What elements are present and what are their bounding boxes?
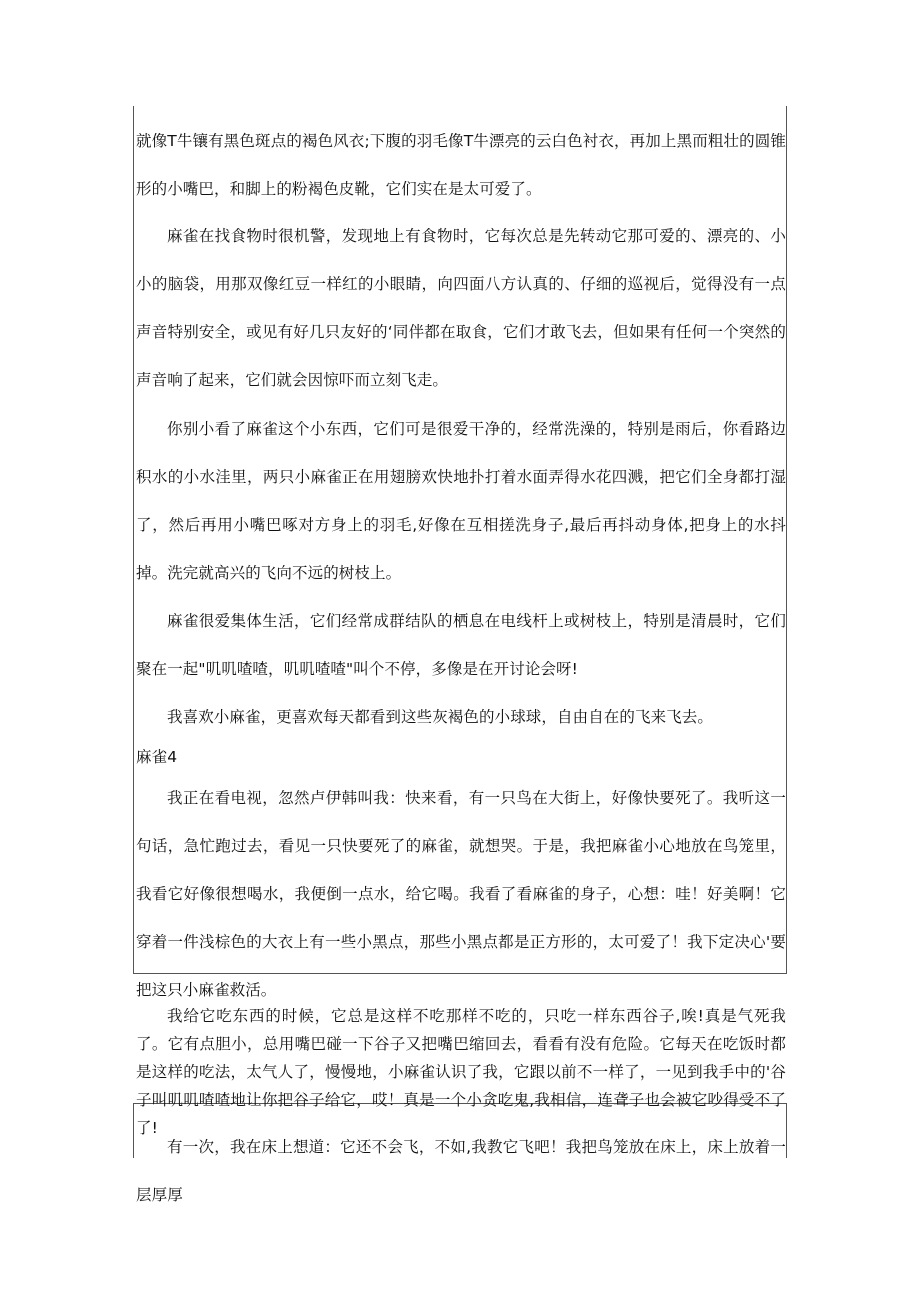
- paragraph-vigilance: 麻雀在找食物时很机警，发现地上有食物时，它每次总是先转动它那可爱的、漂亮的、小小的脑袋，用那双像红豆一样红的小眼睛，向四面八方认真的、仔细的巡视后，觉得没有一点声音特别安全，或见有好几只友好的‘同伴都在取食，它们才敢飞去，但如果有任何一个突然的声音响了起来，它们就会因惊吓而立刻飞走。: [136, 227, 786, 389]
- paragraph-rescue: 我正在看电视，忽然卢伊韩叫我：快来看，有一只鸟在大街上，好像快要死了。我听这一句话，急忙跑过去，看见一只快要死了的麻雀，就想哭。于是，我把麻雀小心地放在鸟笼里，我看它好像很想喝水，我便倒一点水，给它喝。我看了看麻雀的身子，心想：哇！好美啊！它穿着一件浅棕色的大衣上有一些小黑点，那些小黑点都是正方形的，太可爱了！我下定决心'要把这只小麻雀救活。: [136, 789, 786, 999]
- paragraph-appearance: 就像T牛镶有黑色斑点的褐色风衣;下腹的羽毛像T牛漂亮的云白色衬衣，再加上黑而粗壮的圆锥形的小嘴巴，和脚上的粉褐色皮靴，它们实在是太可爱了。: [136, 132, 786, 198]
- section-heading: 麻雀4: [136, 748, 178, 766]
- paragraph-bathing: 你别小看了麻雀这个小东西，它们可是很爱干净的，经常洗澡的，特别是雨后，你看路边积水的小水洼里，两只小麻雀正在用翅膀欢快地扑打着水面弄得水花四溅，把它们全身都打湿了，然后再用小嘴巴啄对方身上的羽毛,好像在互相搓洗身子,最后再抖动身体,把身上的水抖掉。洗完就高兴的飞向不远的树枝上。: [136, 420, 786, 582]
- paragraph-teach-fly: 有一次，我在床上想道：它还不会飞，不如,我教它飞吧！我把鸟笼放在床上，床上放着一层厚厚: [136, 1138, 786, 1204]
- paragraph-feeding: 我给它吃东西的时候，它总是这样不吃那样不吃的，只吃一样东西谷子,唉!真是气死我了。它有点胆小，总用嘴巴碰一下谷子又把嘴巴缩回去，看看有没有危险。它每天在吃饭时都是这样的吃法，太气人了，慢慢地，小麻雀认识了我，它跟以前不一样了，一见到我手中的'谷子叫叽叽喳喳地让你把谷子给它，哎！真是一个小贪吃鬼,我相信，连聋子也会被它吵得受不了了!: [136, 1007, 786, 1137]
- paragraph-like: 我喜欢小麻雀，更喜欢每天都看到这些灰褐色的小球球，自由自在的飞来飞去。: [167, 708, 714, 726]
- paragraph-group-life: 麻雀很爱集体生活，它们经常成群结队的栖息在电线杆上或树枝上，特别是清晨时，它们聚在一起"叽叽喳喳，叽叽喳喳"叫个不停，多像是在开讨论会呀!: [136, 612, 786, 678]
